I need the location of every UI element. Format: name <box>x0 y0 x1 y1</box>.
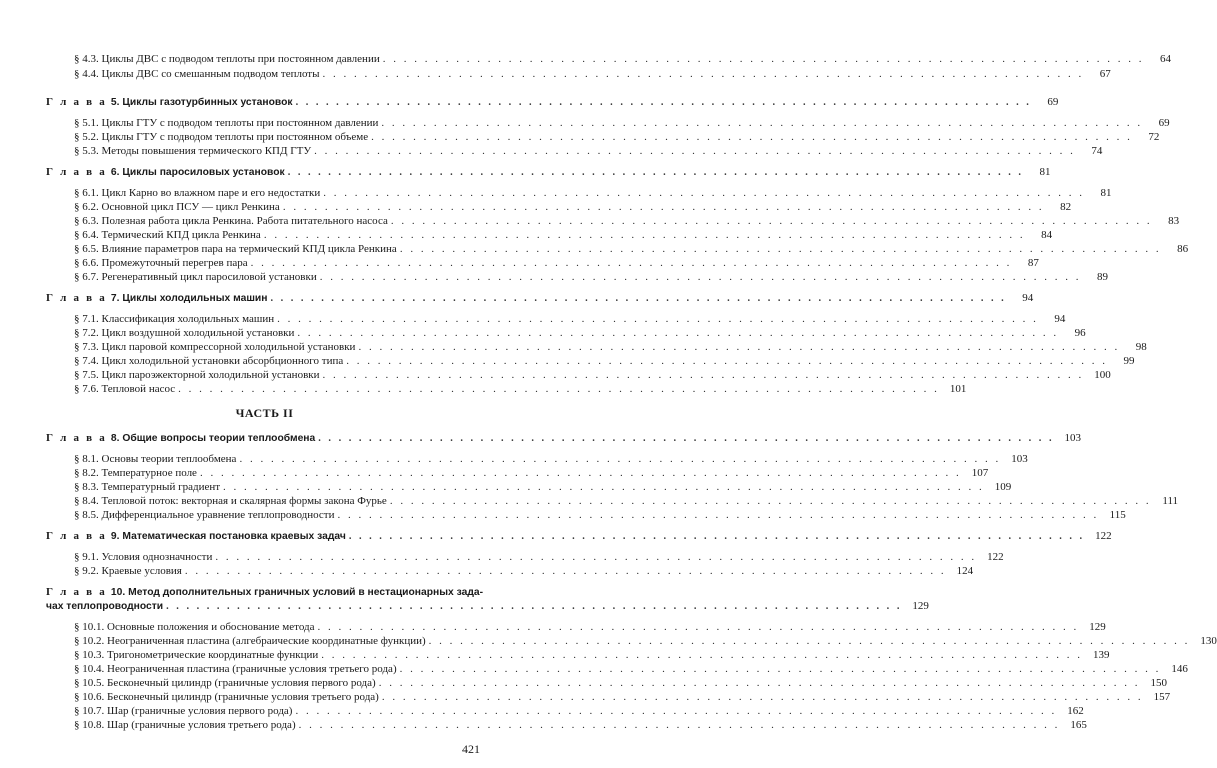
toc-section <box>74 326 1086 340</box>
toc-section <box>74 200 1072 214</box>
chapter-label: Г л а в а <box>46 96 107 108</box>
dot-leader: . . . . . . . . . . . . . . . . . . . . . . . . . . . . . . . . . . . . . . . . . . . . . . . . . . . . . . . . . . . . . . . . . . . . . . . . . <box>323 187 1085 199</box>
toc-chapter-7 <box>46 291 1034 305</box>
chapter-page: 103 <box>1064 432 1082 444</box>
chapter-page: 81 <box>1039 166 1051 178</box>
dot-leader: . . . . . . . . . . . . . . . . . . . . . . . . . . . . . . . . . . . . . . . . . . . . . . . . . . . . . . . . . . . . . . . . . . . . . . . . . <box>287 167 1024 178</box>
toc-section <box>74 564 974 578</box>
dot-leader: . . . . . . . . . . . . . . . . . . . . . . . . . . . . . . . . . . . . . . . . . . . . . . . . . . . . . . . . . . . . . . . . . . . . . . . . . <box>382 53 1144 65</box>
section-title: § 8.2. Температурное поле <box>74 467 197 479</box>
chapter-number: 6. <box>110 167 120 178</box>
section-title: § 4.3. Циклы ДВС с подводом теплоты при постоянном давлении <box>74 53 380 65</box>
section-title: § 8.3. Температурный градиент <box>74 481 221 493</box>
dot-leader: . . . . . . . . . . . . . . . . . . . . . . . . . . . . . . . . . . . . . . . . . . . . . . . . . . . . . . . . . . . . . . . . . . . . . . . . . <box>270 293 1007 304</box>
toc-chapter-9 <box>46 529 1112 543</box>
section-page: 103 <box>1011 453 1028 465</box>
section-page: 124 <box>956 565 974 577</box>
toc-section <box>74 116 1170 130</box>
toc-section <box>74 494 1179 508</box>
toc-chapter-8 <box>46 431 1082 445</box>
toc-section <box>74 634 1217 648</box>
section-title: § 6.4. Термический КПД цикла Ренкина <box>74 229 261 241</box>
chapter-label: Г л а в а <box>46 586 107 598</box>
section-title: § 6.3. Полезная работа цикла Ренкина. Работа питательного насоса <box>74 215 388 227</box>
dot-leader: . . . . . . . . . . . . . . . . . . . . . . . . . . . . . . . . . . . . . . . . . . . . . . . . . . . . . . . . . . . . . . . . . . . . . . . . . <box>295 705 1057 717</box>
chapter-title: Общие вопросы теории теплообмена <box>122 433 316 444</box>
toc-section <box>74 340 1147 354</box>
toc-section <box>74 312 1066 326</box>
part-heading: ЧАСТЬ II <box>235 406 294 420</box>
toc-chapter-5 <box>46 95 1059 109</box>
section-title: § 7.5. Цикл пароэжекторной холодильной установки <box>74 369 320 381</box>
toc-section <box>74 368 1111 382</box>
dot-leader: . . . . . . . . . . . . . . . . . . . . . . . . . . . . . . . . . . . . . . . . . . . . . . . . . . . . . . . . . . . . . . . . . . . . . . . . . <box>348 531 1085 542</box>
dot-leader: . . . . . . . . . . . . . . . . . . . . . . . . . . . . . . . . . . . . . . . . . . . . . . . . . . . . . . . . . . . . . . . . . . . . . . . . . <box>399 243 1162 255</box>
dot-leader: . . . . . . . . . . . . . . . . . . . . . . . . . . . . . . . . . . . . . . . . . . . . . . . . . . . . . . . . . . . . . . . . . . . . . . . . . <box>322 68 1084 80</box>
toc-chapter-10-continued <box>46 599 929 613</box>
chapter-label: Г л а в а <box>46 166 107 178</box>
section-page: 98 <box>1135 341 1147 353</box>
section-page: 64 <box>1159 53 1171 65</box>
section-page: 87 <box>1027 257 1039 269</box>
toc-section <box>74 704 1084 718</box>
toc-section <box>74 508 1126 522</box>
chapter-label: Г л а в а <box>46 530 107 542</box>
section-title: § 5.2. Циклы ГТУ с подводом теплоты при постоянном объеме <box>74 131 369 143</box>
section-title: § 10.5. Бесконечный цилиндр (граничные условия первого рода) <box>74 677 376 689</box>
toc-section <box>74 214 1180 228</box>
section-title: § 7.6. Тепловой насос <box>74 383 176 395</box>
section-page: 81 <box>1100 187 1112 199</box>
dot-leader: . . . . . . . . . . . . . . . . . . . . . . . . . . . . . . . . . . . . . . . . . . . . . . . . . . . . . . . . . . . . . . . . . . . . . . . . . <box>371 131 1133 143</box>
chapter-number: 9. <box>110 531 120 542</box>
dot-leader: . . . . . . . . . . . . . . . . . . . . . . . . . . . . . . . . . . . . . . . . . . . . . . . . . . . . . . . . . . . . . . . . . . . . . . . . . <box>346 355 1108 367</box>
toc-section <box>74 256 1039 270</box>
section-page: 157 <box>1153 691 1171 703</box>
dot-leader: . . . . . . . . . . . . . . . . . . . . . . . . . . . . . . . . . . . . . . . . . . . . . . . . . . . . . . . . . . . . . . . . . . . . . . . . . <box>250 257 1012 269</box>
toc-section <box>74 228 1053 242</box>
chapter-number: 10. <box>110 587 126 598</box>
toc-section-4-4 <box>74 67 1111 81</box>
dot-leader: . . . . . . . . . . . . . . . . . . . . . . . . . . . . . . . . . . . . . . . . . . . . . . . . . . . . . . . . . . . . . . . . . . . . . . . . . <box>381 691 1144 703</box>
section-page: 165 <box>1070 719 1087 731</box>
section-page: 122 <box>987 551 1004 563</box>
chapter-title: Циклы газотурбинных установок <box>122 97 293 108</box>
section-page: 130 <box>1200 635 1217 647</box>
section-title: § 5.3. Методы повышения термического КПД ГТУ <box>74 145 312 157</box>
dot-leader: . . . . . . . . . . . . . . . . . . . . . . . . . . . . . . . . . . . . . . . . . . . . . . . . . . . . . . . . . . . . . . . . . . . . . . . . . <box>166 601 902 612</box>
section-page: 100 <box>1094 369 1111 381</box>
section-title: § 9.2. Краевые условия <box>74 565 182 577</box>
section-page: 115 <box>1109 509 1126 521</box>
dot-leader: . . . . . . . . . . . . . . . . . . . . . . . . . . . . . . . . . . . . . . . . . . . . . . . . . . . . . . . . . . . . . . . . . . . . . . . . . <box>317 621 1079 633</box>
chapter-title: Циклы холодильных машин <box>122 293 268 304</box>
dot-leader: . . . . . . . . . . . . . . . . . . . . . . . . . . . . . . . . . . . . . . . . . . . . . . . . . . . . . . . . . . . . . . . . . . . . . . . . . <box>184 565 947 577</box>
dot-leader: . . . . . . . . . . . . . . . . . . . . . . . . . . . . . . . . . . . . . . . . . . . . . . . . . . . . . . . . . . . . . . . . . . . . . . . . . <box>399 663 1161 675</box>
chapter-title-continued: чах теплопроводности <box>46 601 164 612</box>
dot-leader: . . . . . . . . . . . . . . . . . . . . . . . . . . . . . . . . . . . . . . . . . . . . . . . . . . . . . . . . . . . . . . . . . . . . . . . . . <box>428 635 1190 647</box>
chapter-number: 5. <box>110 97 120 108</box>
section-title: § 10.7. Шар (граничные условия первого рода) <box>74 705 293 717</box>
section-page: 89 <box>1096 271 1108 283</box>
section-page: 84 <box>1041 229 1053 241</box>
dot-leader: . . . . . . . . . . . . . . . . . . . . . . . . . . . . . . . . . . . . . . . . . . . . . . . . . . . . . . . . . . . . . . . . . . . . . . . . . <box>178 383 940 395</box>
chapter-label: Г л а в а <box>46 292 107 304</box>
dot-leader: . . . . . . . . . . . . . . . . . . . . . . . . . . . . . . . . . . . . . . . . . . . . . . . . . . . . . . . . . . . . . . . . . . . . . . . . . <box>277 313 1039 325</box>
dot-leader: . . . . . . . . . . . . . . . . . . . . . . . . . . . . . . . . . . . . . . . . . . . . . . . . . . . . . . . . . . . . . . . . . . . . . . . . . <box>390 215 1153 227</box>
dot-leader: . . . . . . . . . . . . . . . . . . . . . . . . . . . . . . . . . . . . . . . . . . . . . . . . . . . . . . . . . . . . . . . . . . . . . . . . . <box>381 117 1143 129</box>
dot-leader: . . . . . . . . . . . . . . . . . . . . . . . . . . . . . . . . . . . . . . . . . . . . . . . . . . . . . . . . . . . . . . . . . . . . . . . . . <box>298 719 1060 731</box>
toc-section <box>74 718 1087 732</box>
dot-leader: . . . . . . . . . . . . . . . . . . . . . . . . . . . . . . . . . . . . . . . . . . . . . . . . . . . . . . . . . . . . . . . . . . . . . . . . . <box>295 97 1032 108</box>
toc-section <box>74 620 1106 634</box>
dot-leader: . . . . . . . . . . . . . . . . . . . . . . . . . . . . . . . . . . . . . . . . . . . . . . . . . . . . . . . . . . . . . . . . . . . . . . . . . <box>321 649 1083 661</box>
section-title: § 10.6. Бесконечный цилиндр (граничные условия третьего рода) <box>74 691 379 703</box>
toc-section <box>74 480 1012 494</box>
toc-section <box>74 550 1004 564</box>
chapter-number: 8. <box>110 433 120 444</box>
section-title: § 8.5. Дифференциальное уравнение теплопроводности <box>74 509 335 521</box>
toc-section <box>74 466 989 480</box>
dot-leader: . . . . . . . . . . . . . . . . . . . . . . . . . . . . . . . . . . . . . . . . . . . . . . . . . . . . . . . . . . . . . . . . . . . . . . . . . <box>199 467 962 479</box>
section-page: 99 <box>1123 355 1135 367</box>
toc-section <box>74 354 1135 368</box>
section-title: § 6.5. Влияние параметров пара на термический КПД цикла Ренкина <box>74 243 397 255</box>
section-title: § 10.1. Основные положения и обоснование метода <box>74 621 315 633</box>
chapter-label: Г л а в а <box>46 432 107 444</box>
toc-section <box>74 676 1167 690</box>
toc-section <box>74 662 1188 676</box>
chapter-number: 7. <box>110 293 120 304</box>
section-page: 139 <box>1093 649 1110 661</box>
toc-section <box>74 452 1028 466</box>
dot-leader: . . . . . . . . . . . . . . . . . . . . . . . . . . . . . . . . . . . . . . . . . . . . . . . . . . . . . . . . . . . . . . . . . . . . . . . . . <box>322 369 1084 381</box>
section-title: § 7.2. Цикл воздушной холодильной установки <box>74 327 295 339</box>
section-title: § 10.4. Неограниченная пластина (граничные условия третьего рода) <box>74 663 397 675</box>
toc-section-4-3 <box>74 52 1171 66</box>
section-page: 109 <box>994 481 1012 493</box>
section-title: § 7.3. Цикл паровой компрессорной холодильной установки <box>74 341 356 353</box>
section-title: § 8.4. Тепловой поток: векторная и скалярная формы закона Фурье <box>74 495 387 507</box>
dot-leader: . . . . . . . . . . . . . . . . . . . . . . . . . . . . . . . . . . . . . . . . . . . . . . . . . . . . . . . . . . . . . . . . . . . . . . . . . <box>378 677 1140 689</box>
chapter-title: Циклы паросиловых установок <box>122 167 285 178</box>
dot-leader: . . . . . . . . . . . . . . . . . . . . . . . . . . . . . . . . . . . . . . . . . . . . . . . . . . . . . . . . . . . . . . . . . . . . . . . . . <box>215 551 977 563</box>
page-number: 421 <box>462 742 480 756</box>
dot-leader: . . . . . . . . . . . . . . . . . . . . . . . . . . . . . . . . . . . . . . . . . . . . . . . . . . . . . . . . . . . . . . . . . . . . . . . . . <box>389 495 1152 507</box>
toc-section <box>74 186 1112 200</box>
dot-leader: . . . . . . . . . . . . . . . . . . . . . . . . . . . . . . . . . . . . . . . . . . . . . . . . . . . . . . . . . . . . . . . . . . . . . . . . . <box>297 327 1059 339</box>
chapter-page: 122 <box>1095 530 1112 542</box>
section-title: § 10.2. Неограниченная пластина (алгебраические координатные функции) <box>74 635 426 647</box>
section-page: 107 <box>971 467 989 479</box>
toc-section <box>74 144 1103 158</box>
section-page: 72 <box>1148 131 1160 143</box>
dot-leader: . . . . . . . . . . . . . . . . . . . . . . . . . . . . . . . . . . . . . . . . . . . . . . . . . . . . . . . . . . . . . . . . . . . . . . . . . <box>314 145 1076 157</box>
section-page: 129 <box>1089 621 1106 633</box>
section-page: 69 <box>1158 117 1170 129</box>
section-page: 101 <box>949 383 967 395</box>
section-title: § 7.4. Цикл холодильной установки абсорбционного типа <box>74 355 344 367</box>
dot-leader: . . . . . . . . . . . . . . . . . . . . . . . . . . . . . . . . . . . . . . . . . . . . . . . . . . . . . . . . . . . . . . . . . . . . . . . . . <box>263 229 1026 241</box>
section-title: § 5.1. Циклы ГТУ с подводом теплоты при постоянном давлении <box>74 117 379 129</box>
section-page: 96 <box>1074 327 1086 339</box>
dot-leader: . . . . . . . . . . . . . . . . . . . . . . . . . . . . . . . . . . . . . . . . . . . . . . . . . . . . . . . . . . . . . . . . . . . . . . . . . <box>358 341 1120 353</box>
dot-leader: . . . . . . . . . . . . . . . . . . . . . . . . . . . . . . . . . . . . . . . . . . . . . . . . . . . . . . . . . . . . . . . . . . . . . . . . . <box>239 453 1001 465</box>
section-page: 82 <box>1060 201 1072 213</box>
dot-leader: . . . . . . . . . . . . . . . . . . . . . . . . . . . . . . . . . . . . . . . . . . . . . . . . . . . . . . . . . . . . . . . . . . . . . . . . . <box>223 481 985 493</box>
chapter-title: Метод дополнительных граничных условий в нестационарных зада- <box>128 587 484 598</box>
section-title: § 4.4. Циклы ДВС со смешанным подводом теплоты <box>74 68 320 80</box>
toc-section <box>74 242 1189 256</box>
dot-leader: . . . . . . . . . . . . . . . . . . . . . . . . . . . . . . . . . . . . . . . . . . . . . . . . . . . . . . . . . . . . . . . . . . . . . . . . . <box>318 433 1055 444</box>
section-page: 74 <box>1091 145 1103 157</box>
chapter-page: 94 <box>1022 292 1034 304</box>
section-page: 83 <box>1168 215 1180 227</box>
section-title: § 6.2. Основной цикл ПСУ — цикл Ренкина <box>74 201 280 213</box>
section-page: 150 <box>1150 677 1167 689</box>
toc-section <box>74 648 1110 662</box>
section-page: 162 <box>1067 705 1084 717</box>
chapter-page: 69 <box>1047 96 1059 108</box>
section-page: 146 <box>1171 663 1188 675</box>
section-title: § 6.6. Промежуточный перегрев пара <box>74 257 248 269</box>
dot-leader: . . . . . . . . . . . . . . . . . . . . . . . . . . . . . . . . . . . . . . . . . . . . . . . . . . . . . . . . . . . . . . . . . . . . . . . . . <box>337 509 1099 521</box>
chapter-title: Математическая постановка краевых задач <box>122 531 346 542</box>
section-title: § 10.8. Шар (граничные условия третьего рода) <box>74 719 296 731</box>
toc-section <box>74 270 1108 284</box>
dot-leader: . . . . . . . . . . . . . . . . . . . . . . . . . . . . . . . . . . . . . . . . . . . . . . . . . . . . . . . . . . . . . . . . . . . . . . . . . <box>282 201 1045 213</box>
section-title: § 7.1. Классификация холодильных машин <box>74 313 275 325</box>
toc-chapter-6 <box>46 165 1051 179</box>
section-title: § 6.1. Цикл Карно во влажном паре и его недостатки <box>74 187 321 199</box>
toc-chapter-10 <box>46 585 484 599</box>
toc-section <box>74 130 1160 144</box>
section-title: § 8.1. Основы теории теплообмена <box>74 453 237 465</box>
section-page: 67 <box>1099 68 1111 80</box>
section-title: § 6.7. Регенеративный цикл паросиловой установки <box>74 271 317 283</box>
section-title: § 9.1. Условия однозначности <box>74 551 213 563</box>
toc-section <box>74 690 1171 704</box>
section-page: 86 <box>1177 243 1189 255</box>
chapter-page: 129 <box>912 600 929 612</box>
toc-section <box>74 382 967 396</box>
section-title: § 10.3. Тригонометрические координатные функции <box>74 649 319 661</box>
section-page: 94 <box>1054 313 1066 325</box>
dot-leader: . . . . . . . . . . . . . . . . . . . . . . . . . . . . . . . . . . . . . . . . . . . . . . . . . . . . . . . . . . . . . . . . . . . . . . . . . <box>319 271 1081 283</box>
section-page: 111 <box>1162 495 1179 507</box>
